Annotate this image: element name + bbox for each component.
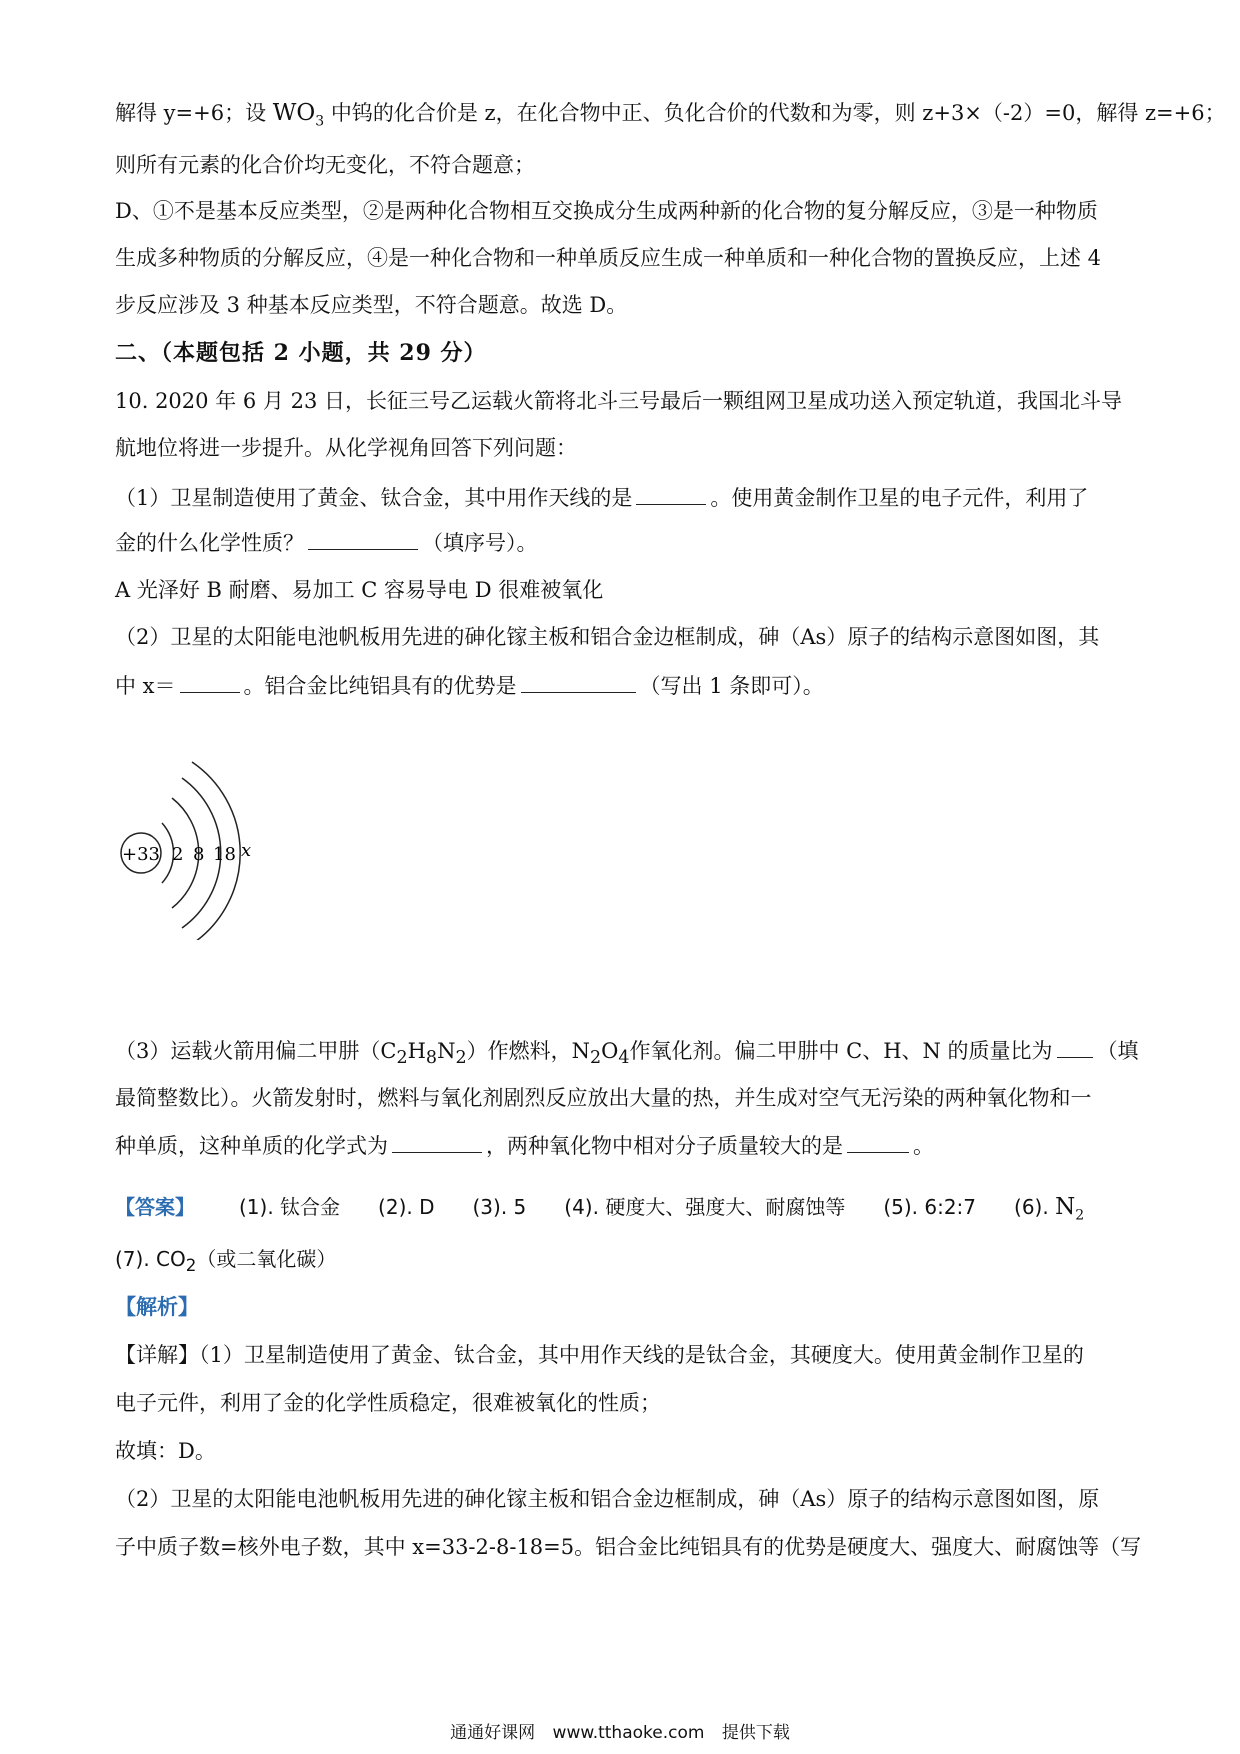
- answer-label: 【答案】: [115, 1195, 195, 1219]
- answer-item-5: (5). 6:2:7: [883, 1195, 977, 1219]
- answer-blank-element[interactable]: [392, 1130, 482, 1153]
- solution-line-1: 解得 y=+6；设 $WO_3$ 中钨的化合价是 z，在化合物中正、负化合价的代数和为零，则 z+3×（-2）=0，解得 z=+6；: [115, 100, 1226, 130]
- answer-item-4: (4). 硬度大、强度大、耐腐蚀等: [564, 1195, 846, 1219]
- formula-n2: $N_2$: [1055, 1194, 1085, 1224]
- analysis-detail-1: 【详解】（1）卫星制造使用了黄金、钛合金，其中用作天线的是钛合金，其硬度大。使用黄金制作卫星的: [115, 1343, 1084, 1367]
- answer-item-2: (2). D: [378, 1195, 435, 1219]
- answer-blank-advantage[interactable]: [521, 670, 636, 693]
- question-2-line-2: 中 x＝ 。铝合金比纯铝具有的优势是 （写出 1 条即可）。: [115, 670, 1130, 701]
- question-1-line-1: （1）卫星制造使用了黄金、钛合金，其中用作天线的是 。使用黄金制作卫星的电子元件，利用了: [115, 482, 1130, 513]
- section-heading: 二、（本题包括 2 小题，共 29 分）: [115, 340, 487, 366]
- footer-note: 提供下载: [721, 1723, 790, 1743]
- formula-c2h8n2: $C_2H_8N_2$: [380, 1039, 467, 1069]
- question-3-line-1: （3）运载火箭用偏二甲肼$(C_2H_8N_2)$作燃料，$N_2O_4$作氧化剂。偏二甲肼中 C、H、N 的质量比为 （填: [115, 1035, 1130, 1073]
- analysis-detail-3: 故填：D。: [115, 1439, 216, 1463]
- shell-3-electrons: 18: [213, 844, 236, 865]
- question-1-options: A 光泽好 B 耐磨、易加工 C 容易导电 D 很难被氧化: [115, 578, 604, 602]
- analysis-detail-2: 电子元件，利用了金的化学性质稳定，很难被氧化的性质；: [115, 1391, 661, 1415]
- question-10-line-1: 10. 2020 年 6 月 23 日，长征三号乙运载火箭将北斗三号最后一颗组网卫星成功送入预定轨道，我国北斗导: [115, 389, 1122, 413]
- answer-item-3: (3). 5: [472, 1195, 527, 1219]
- solution-option-d-3: 步反应涉及 3 种基本反应类型，不符合题意。故选 D。: [115, 293, 628, 317]
- solution-line-2: 则所有元素的化合价均无变化，不符合题意；: [115, 153, 535, 177]
- formula-co2: $CO_2$: [156, 1247, 197, 1275]
- shell-4-electrons: x: [241, 840, 252, 861]
- formula-wo3: $WO_3$: [272, 100, 325, 130]
- question-3-line-3: 种单质，这种单质的化学式为 ，两种氧化物中相对分子质量较大的是 。: [115, 1130, 1130, 1161]
- analysis-detail-5: 子中质子数=核外电子数，其中 x=33-2-8-18=5。铝合金比纯铝具有的优势是硬度大、强度大、耐腐蚀等（写: [115, 1535, 1142, 1559]
- solution-option-d-2: 生成多种物质的分解反应，④是一种化合物和一种单质反应生成一种单质和一种化合物的置换反应，上述 4: [115, 246, 1102, 270]
- answer-blank-2[interactable]: [308, 527, 418, 550]
- shell-2-electrons: 8: [193, 844, 205, 865]
- shell-1-electrons: 2: [172, 844, 184, 865]
- nucleus-charge: +33: [122, 844, 160, 865]
- answer-item-1: (1). 钛合金: [239, 1195, 341, 1219]
- footer-url[interactable]: www.tthaoke.com: [552, 1723, 705, 1743]
- answer-blank-x[interactable]: [180, 670, 240, 693]
- page-footer: [0, 1718, 1240, 1743]
- solution-option-d-1: D、①不是基本反应类型，②是两种化合物相互交换成分生成两种新的化合物的复分解反应，③是一种物质: [115, 199, 1098, 223]
- formula-n2o4: $N_2O_4$: [571, 1039, 630, 1069]
- question-2-line-1: （2）卫星的太阳能电池帆板用先进的砷化镓主板和铝合金边框制成，砷（As）原子的结构示意图如图，其: [115, 625, 1100, 649]
- answer-row: [115, 1192, 1130, 1231]
- analysis-detail-4: （2）卫星的太阳能电池帆板用先进的砷化镓主板和铝合金边框制成，砷（As）原子的结构示意图如图，原: [115, 1487, 1100, 1511]
- question-1-line-2: 金的什么化学性质？ （填序号）。: [115, 527, 1130, 558]
- answer-item-6: (6).: [1014, 1195, 1056, 1219]
- analysis-label: 【解析】: [115, 1294, 199, 1319]
- footer-site-name: 通通好课网: [450, 1723, 536, 1743]
- question-10-line-2: 航地位将进一步提升。从化学视角回答下列问题：: [115, 436, 577, 460]
- answer-blank-mass-ratio[interactable]: [1057, 1035, 1093, 1058]
- answer-blank-oxide[interactable]: [847, 1130, 909, 1153]
- arsenic-atom-diagram: [110, 750, 270, 940]
- question-3-line-2: 最简整数比）。火箭发射时，燃料与氧化剂剧烈反应放出大量的热，并生成对空气无污染的两种氧化物和一: [115, 1086, 1092, 1110]
- answer-blank-1[interactable]: [636, 482, 706, 505]
- answer-row-2: (7). $CO_2$（或二氧化碳）: [115, 1247, 337, 1275]
